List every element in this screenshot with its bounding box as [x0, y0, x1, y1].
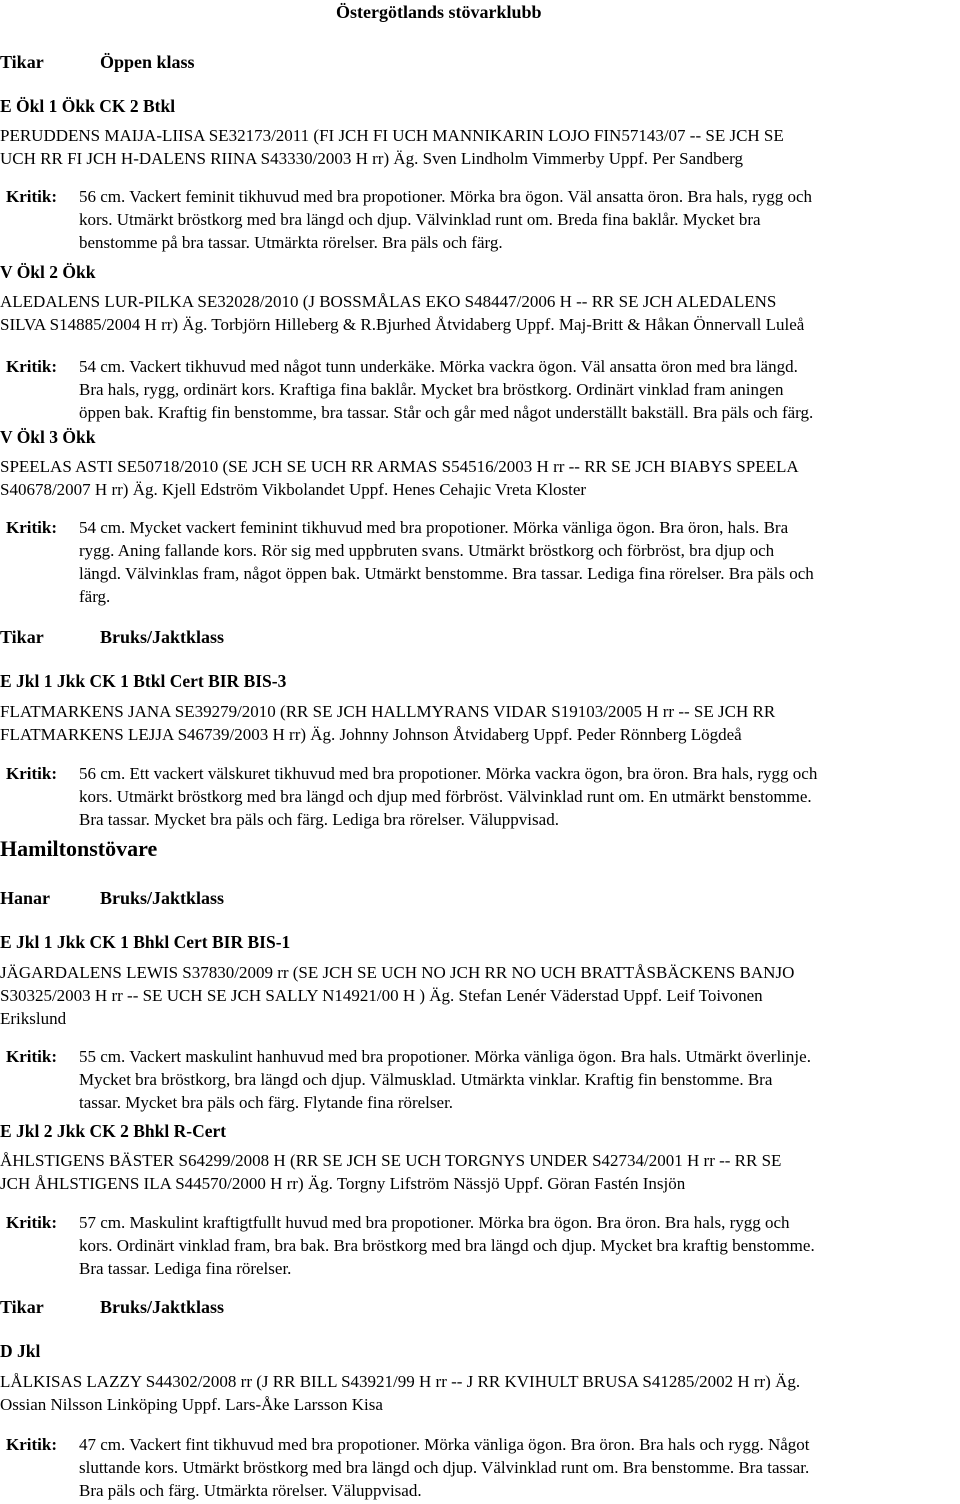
result-line: D Jkl: [0, 1341, 41, 1361]
breed-heading: Hamiltonstövare: [0, 836, 158, 861]
kritik-text: [79, 762, 954, 831]
kritik-label: Kritik:: [6, 1213, 57, 1232]
dog-info-line: Ossian Nilsson Linköping Uppf. Lars-Åke Larsson Kisa: [0, 1395, 383, 1414]
class-label: Bruks/Jaktklass: [100, 627, 225, 647]
kritik-text: [79, 185, 954, 254]
kritik-text: [79, 1433, 954, 1502]
kritik-line: tassar. Mycket bra päls och färg. Flytande fina rörelser.: [79, 1093, 454, 1112]
kritik-line: 57 cm. Maskulint kraftigtfullt huvud med bra propotioner. Mörka bra ögon. Bra öron. Bra hals, rygg och: [79, 1213, 790, 1232]
kritik-label: Kritik:: [6, 1435, 57, 1454]
kritik-text: [79, 1045, 954, 1114]
club-title: Östergötlands stövarklubb: [336, 2, 542, 22]
sex-label: Tikar: [0, 1297, 44, 1317]
kritik-line: kors. Utmärkt bröstkorg med bra längd och djup med förbröst. Välvinklad runt om. En utmärkt benstomme.: [79, 787, 812, 806]
kritik-line: kors. Ordinärt vinklad fram, bra bak. Bra bröstkorg med bra längd och djup. Mycket bra kraftig benstomme.: [79, 1236, 815, 1255]
dog-info-line: SILVA S14885/2004 H rr) Äg. Torbjörn Hilleberg & R.Bjurhed Åtvidaberg Uppf. Maj-Britt & Håkan Önnervall Luleå: [0, 315, 805, 334]
dog-info-line: PERUDDENS MAIJA-LIISA SE32173/2011 (FI JCH FI UCH MANNIKARIN LOJO FIN57143/07 -- SE JCH SE: [0, 126, 784, 145]
kritik-label: Kritik:: [6, 357, 57, 376]
kritik-line: färg.: [79, 587, 111, 606]
dog-info: [0, 124, 960, 170]
kritik-line: sluttande kors. Utmärkt bröstkorg med bra längd och djup. Välvinklad runt om. Bra benstomme. Bra tassar.: [79, 1458, 810, 1477]
class-header: [0, 888, 225, 909]
class-header: [0, 1297, 225, 1318]
kritik-line: Bra päls och färg. Utmärkta rörelser. Väluppvisad.: [79, 1481, 422, 1500]
kritik-line: Bra hals, rygg, ordinärt kors. Kraftiga fina baklår. Mycket bra bröstkorg. Ordinärt vinklad fram aningen: [79, 380, 784, 399]
class-header: [0, 627, 225, 648]
kritik-line: 56 cm. Ett vackert välskuret tikhuvud med bra propotioner. Mörka vackra ögon, bra öron. Bra hals, rygg och: [79, 764, 818, 783]
sex-label: Hanar: [0, 888, 51, 908]
kritik-line: längd. Välvinklas fram, något öppen bak. Utmärkt benstomme. Bra tassar. Lediga fina rörelser. Bra päls och: [79, 564, 814, 583]
result-line: E Jkl 1 Jkk CK 1 Bhkl Cert BIR BIS-1: [0, 932, 291, 952]
dog-info-line: S30325/2003 H rr -- SE UCH SE JCH SALLY N14921/00 H ) Äg. Stefan Lenér Väderstad Uppf. Leif Toivonen: [0, 986, 763, 1005]
dog-info: [0, 700, 960, 746]
dog-info-line: SPEELAS ASTI SE50718/2010 (SE JCH SE UCH RR ARMAS S54516/2003 H rr -- RR SE JCH BIABYS SPEELA: [0, 457, 799, 476]
kritik-text: [79, 516, 954, 608]
dog-info-line: FLATMARKENS LEJJA S46739/2003 H rr) Äg. Johnny Johnson Åtvidaberg Uppf. Peder Rönnberg Lögdeå: [0, 725, 742, 744]
kritik-line: rygg. Aning fallande kors. Rör sig med uppbruten svans. Utmärkt bröstkorg och förbröst, bra djup och: [79, 541, 775, 560]
class-header: [0, 52, 195, 73]
kritik-line: Bra tassar. Mycket bra päls och färg. Lediga bra rörelser. Väluppvisad.: [79, 810, 559, 829]
result-line: E Jkl 1 Jkk CK 1 Btkl Cert BIR BIS-3: [0, 671, 287, 691]
dog-info-line: JCH ÅHLSTIGENS ILA S44570/2000 H rr) Äg. Torgny Lifström Nässjö Uppf. Göran Fastén Insjön: [0, 1174, 686, 1193]
kritik-line: kors. Utmärkt bröstkorg med bra längd och djup. Välvinklad runt om. Breda fina baklår. Mycket bra: [79, 210, 761, 229]
dog-info: [0, 961, 960, 1030]
dog-info: [0, 455, 960, 501]
kritik-label: Kritik:: [6, 764, 57, 783]
kritik-text: [79, 1211, 954, 1280]
class-label: Bruks/Jaktklass: [100, 1297, 225, 1317]
kritik-label: Kritik:: [6, 187, 57, 206]
dog-info-line: ÅHLSTIGENS BÄSTER S64299/2008 H (RR SE JCH SE UCH TORGNYS UNDER S42734/2001 H rr -- RR SE: [0, 1151, 782, 1170]
class-label: Öppen klass: [100, 52, 195, 72]
kritik-line: 54 cm. Mycket vackert feminint tikhuvud med bra propotioner. Mörka vänliga ögon. Bra öron, hals. Bra: [79, 518, 789, 537]
kritik-label: Kritik:: [6, 518, 57, 537]
kritik-label: Kritik:: [6, 1047, 57, 1066]
result-line: V Ökl 3 Ökk: [0, 427, 96, 447]
kritik-line: Bra tassar. Lediga fina rörelser.: [79, 1259, 292, 1278]
kritik-line: öppen bak. Kraftig fin benstomme, bra tassar. Står och går med något underställt bakställ. Bra päls och färg.: [79, 403, 814, 422]
dog-info-line: UCH RR FI JCH H-DALENS RIINA S43330/2003 H rr) Äg. Sven Lindholm Vimmerby Uppf. Per Sandberg: [0, 149, 744, 168]
kritik-line: 54 cm. Vackert tikhuvud med något tunn underkäke. Mörka vackra ögon. Väl ansatta öron med bra längd.: [79, 357, 798, 376]
dog-info-line: FLATMARKENS JANA SE39279/2010 (RR SE JCH HALLMYRANS VIDAR S19103/2005 H rr -- SE JCH RR: [0, 702, 776, 721]
kritik-line: Mycket bra bröstkorg, bra längd och djup. Välmusklad. Utmärkta vinklar. Kraftig fin benstomme. Bra: [79, 1070, 773, 1089]
class-label: Bruks/Jaktklass: [100, 888, 225, 908]
sex-label: Tikar: [0, 627, 44, 647]
kritik-line: 55 cm. Vackert maskulint hanhuvud med bra propotioner. Mörka vänliga ögon. Bra hals. Utmärkt överlinje.: [79, 1047, 811, 1066]
dog-info-line: ALEDALENS LUR-PILKA SE32028/2010 (J BOSSMÅLAS EKO S48447/2006 H -- RR SE JCH ALEDALENS: [0, 292, 777, 311]
kritik-line: benstomme på bra tassar. Utmärkta rörelser. Bra päls och färg.: [79, 233, 503, 252]
dog-info-line: S40678/2007 H rr) Äg. Kjell Edström Vikbolandet Uppf. Henes Cehajic Vreta Kloster: [0, 480, 587, 499]
result-line: V Ökl 2 Ökk: [0, 262, 96, 282]
dog-info-line: JÄGARDALENS LEWIS S37830/2009 rr (SE JCH SE UCH NO JCH RR NO UCH BRATTÅSBÄCKENS BANJO: [0, 963, 795, 982]
dog-info: [0, 1370, 960, 1416]
sex-label: Tikar: [0, 52, 44, 72]
result-line: E Ökl 1 Ökk CK 2 Btkl: [0, 96, 176, 116]
dog-info: [0, 1149, 960, 1195]
dog-info-line: Erikslund: [0, 1009, 67, 1028]
dog-info: [0, 290, 960, 336]
result-line: E Jkl 2 Jkk CK 2 Bhkl R-Cert: [0, 1121, 227, 1141]
kritik-text: [79, 355, 954, 424]
dog-info-line: LÅLKISAS LAZZY S44302/2008 rr (J RR BILL S43921/99 H rr -- J RR KVIHULT BRUSA S41285/2002 H rr) Äg.: [0, 1372, 801, 1391]
kritik-line: 56 cm. Vackert feminit tikhuvud med bra propotioner. Mörka bra ögon. Väl ansatta öron. Bra hals, rygg och: [79, 187, 813, 206]
kritik-line: 47 cm. Vackert fint tikhuvud med bra propotioner. Mörka vänliga ögon. Bra öron. Bra hals och rygg. Något: [79, 1435, 810, 1454]
